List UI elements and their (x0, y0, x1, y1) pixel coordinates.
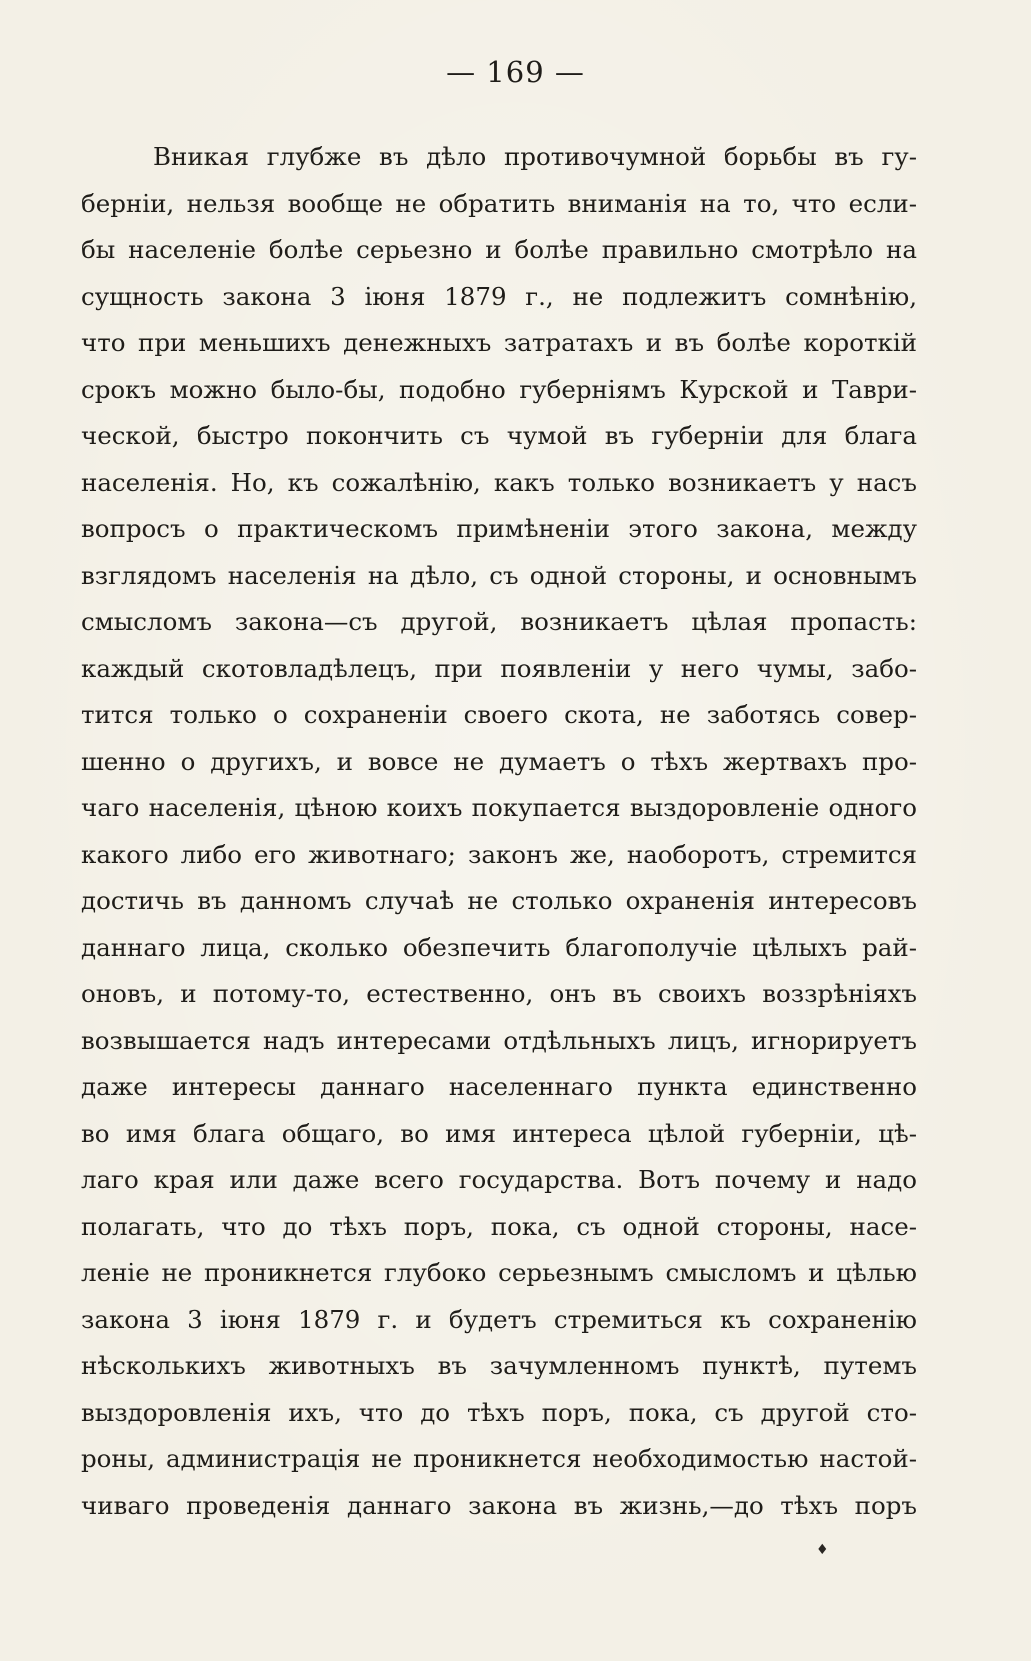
text-line: чиваго проведенія даннаго закона въ жизнь,—до тѣхъ поръ (81, 1490, 917, 1520)
text-line: закона 3 іюня 1879 г. и будетъ стремиться къ сохраненію (81, 1304, 917, 1334)
text-line: срокъ можно было-бы, подобно губерніямъ Курской и Таври- (81, 374, 917, 404)
text-line: какого либо его животнаго; законъ же, наоборотъ, стремится (81, 839, 917, 869)
text-line: ческой, быстро покончить съ чумой въ губерніи для блага (81, 421, 917, 450)
text-line: Вникая глубже въ дѣло противочумной борьбы въ гу- (153, 142, 917, 171)
text-line: бы населеніе болѣе серьезно и болѣе правильно смотрѣло на (81, 235, 917, 264)
text-line: даннаго лица, сколько обезпечить благополучіе цѣлыхъ рай- (81, 932, 917, 962)
text-line: смысломъ закона—съ другой, возникаетъ цѣлая пропасть: (81, 607, 917, 636)
text-line: шенно о другихъ, и вовсе не думаетъ о тѣхъ жертвахъ про- (81, 746, 917, 776)
text-line: возвышается надъ интересами отдѣльныхъ лицъ, игнорируетъ (81, 1025, 917, 1055)
text-line: достичь въ данномъ случаѣ не столько охраненія интересовъ (81, 886, 917, 915)
text-line: берніи, нельзя вообще не обратить вниманія на то, что если- (81, 188, 917, 218)
text-line: что при меньшихъ денежныхъ затратахъ и въ болѣе короткій (81, 328, 917, 357)
text-line: взглядомъ населенія на дѣло, съ одной стороны, и основнымъ (81, 560, 917, 590)
text-line: роны, администрація не проникнется необходимостью настой- (81, 1444, 917, 1473)
text-line: леніе не проникнется глубоко серьезнымъ смысломъ и цѣлью (81, 1258, 917, 1287)
text-line: вопросъ о практическомъ примѣненіи этого закона, между (81, 514, 917, 543)
text-line: сущность закона 3 іюня 1879 г., не подлежитъ сомнѣнію, (81, 281, 917, 311)
text-line: выздоровленія ихъ, что до тѣхъ поръ, пока, съ другой сто- (81, 1397, 917, 1427)
text-line: каждый скотовладѣлецъ, при появленіи у него чумы, забо- (81, 653, 917, 683)
text-line: чаго населенія, цѣною коихъ покупается выздоровленіе одного (81, 793, 917, 822)
text-line: оновъ, и потому-то, естественно, онъ въ своихъ воззрѣніяхъ (81, 979, 917, 1008)
text-line: полагать, что до тѣхъ поръ, пока, съ одной стороны, насе- (81, 1211, 917, 1241)
text-line: населенія. Но, къ сожалѣнію, какъ только возникаетъ у насъ (81, 467, 917, 497)
text-line: даже интересы даннаго населеннаго пункта единственно (81, 1072, 917, 1101)
text-line: нѣсколькихъ животныхъ въ зачумленномъ пунктѣ, путемъ (81, 1351, 917, 1380)
ornament-mark: ♦ (816, 1542, 829, 1558)
text-line: тится только о сохраненіи своего скота, не заботясь совер- (81, 700, 917, 729)
text-line: лаго края или даже всего государства. Вотъ почему и надо (81, 1165, 917, 1194)
page-number: — 169 — (446, 55, 585, 89)
body-text (81, 134, 917, 1529)
text-line: во имя блага общаго, во имя интереса цѣлой губерніи, цѣ- (81, 1118, 917, 1148)
